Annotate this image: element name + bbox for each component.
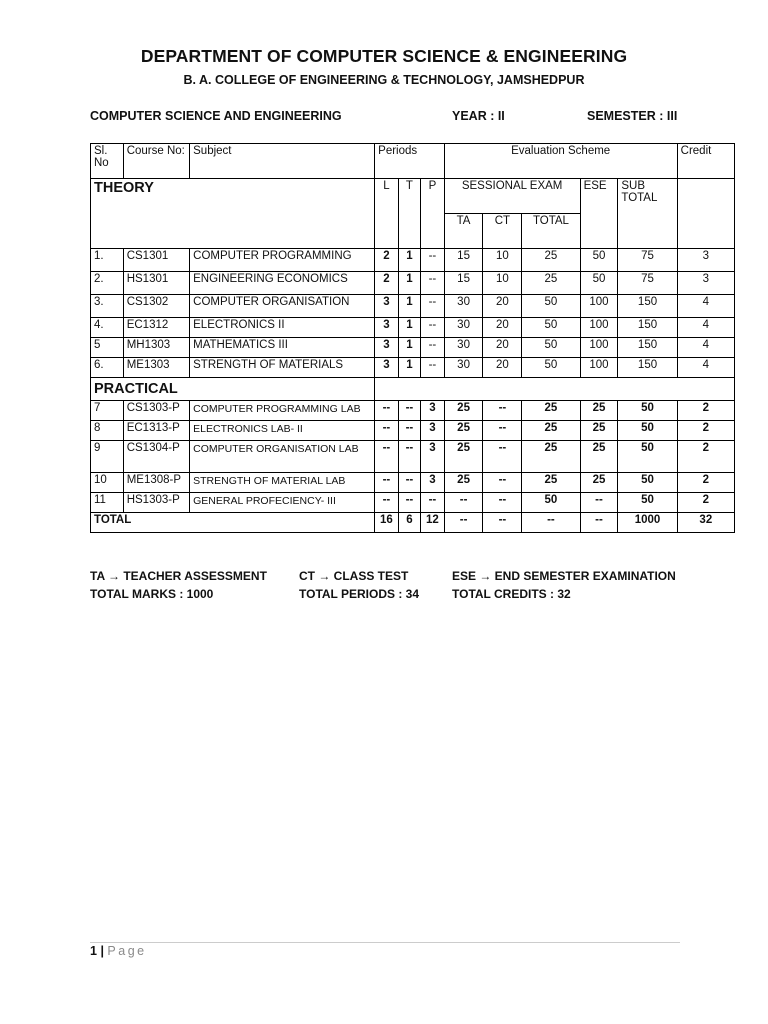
cell-credit: 2 <box>677 473 734 493</box>
cell-ta: 15 <box>444 272 483 295</box>
cell-subject: ELECTRONICS II <box>190 318 375 338</box>
document-title: DEPARTMENT OF COMPUTER SCIENCE & ENGINEERING <box>140 46 628 66</box>
cell-subtotal: 75 <box>618 249 677 272</box>
cell-t: -- <box>398 401 420 421</box>
cell-course: ME1303 <box>123 358 189 378</box>
cell-subject: COMPUTER PROGRAMMING <box>190 249 375 272</box>
cell-subtotal: 150 <box>618 338 677 358</box>
cell-course: EC1313-P <box>123 421 189 441</box>
cell-l: -- <box>375 421 399 441</box>
theory-row <box>91 358 735 378</box>
total-periods: TOTAL PERIODS : 34 <box>299 587 420 601</box>
cell-p: -- <box>421 318 445 338</box>
cell-total: 25 <box>522 473 580 493</box>
cell-credit: 4 <box>677 318 734 338</box>
cell-ct: -- <box>483 421 522 441</box>
cell-ta: 25 <box>444 421 483 441</box>
cell-course: CS1303-P <box>123 401 189 421</box>
cell-ct: -- <box>483 441 522 473</box>
totals-p: 12 <box>421 513 445 533</box>
cell-l: 3 <box>375 295 399 318</box>
practical-row <box>91 421 735 441</box>
cell-p: 3 <box>421 421 445 441</box>
header-credit-blank <box>677 179 734 249</box>
year-label: YEAR : II <box>452 109 505 123</box>
cell-total: 50 <box>522 338 580 358</box>
cell-subtotal: 50 <box>618 401 677 421</box>
cell-ta: 30 <box>444 358 483 378</box>
cell-p: 3 <box>421 441 445 473</box>
cell-sl: 2. <box>91 272 124 295</box>
cell-subject: ELECTRONICS LAB- II <box>190 421 375 441</box>
cell-p: -- <box>421 249 445 272</box>
cell-ese: 25 <box>580 401 618 421</box>
header-t: T <box>398 179 420 249</box>
header-p: P <box>421 179 445 249</box>
theory-row <box>91 295 735 318</box>
totals-ese: -- <box>580 513 618 533</box>
legend-ct: CT → CLASS TEST <box>299 569 409 583</box>
cell-credit: 4 <box>677 358 734 378</box>
theory-row <box>91 338 735 358</box>
cell-ta: 30 <box>444 318 483 338</box>
cell-l: 2 <box>375 249 399 272</box>
cell-ese: 50 <box>580 272 618 295</box>
cell-subject: COMPUTER ORGANISATION LAB <box>190 441 375 473</box>
cell-subject: MATHEMATICS III <box>190 338 375 358</box>
totals-total: -- <box>522 513 580 533</box>
cell-credit: 3 <box>677 249 734 272</box>
cell-p: -- <box>421 493 445 513</box>
cell-t: 1 <box>398 295 420 318</box>
cell-course: MH1303 <box>123 338 189 358</box>
cell-sl: 5 <box>91 338 124 358</box>
page-label: Page <box>107 944 147 958</box>
practical-row <box>91 441 735 473</box>
cell-p: 3 <box>421 401 445 421</box>
cell-total: 50 <box>522 318 580 338</box>
header-course-no: Course No: <box>123 144 189 179</box>
cell-course: CS1301 <box>123 249 189 272</box>
cell-t: -- <box>398 473 420 493</box>
cell-total: 25 <box>522 272 580 295</box>
cell-credit: 4 <box>677 338 734 358</box>
cell-l: -- <box>375 441 399 473</box>
cell-subtotal: 150 <box>618 358 677 378</box>
cell-t: 1 <box>398 338 420 358</box>
cell-total: 50 <box>522 358 580 378</box>
practical-section-row <box>91 378 735 401</box>
cell-p: -- <box>421 358 445 378</box>
cell-ta: -- <box>444 493 483 513</box>
cell-course: EC1312 <box>123 318 189 338</box>
cell-subtotal: 50 <box>618 421 677 441</box>
header-periods: Periods <box>375 144 445 179</box>
cell-total: 25 <box>522 441 580 473</box>
cell-p: -- <box>421 338 445 358</box>
footer-divider <box>90 942 680 943</box>
header-evaluation-scheme: Evaluation Scheme <box>444 144 677 179</box>
totals-ta: -- <box>444 513 483 533</box>
cell-ese: 25 <box>580 421 618 441</box>
cell-credit: 2 <box>677 493 734 513</box>
cell-subtotal: 50 <box>618 493 677 513</box>
cell-p: 3 <box>421 473 445 493</box>
cell-l: 2 <box>375 272 399 295</box>
cell-subtotal: 50 <box>618 441 677 473</box>
legend-ta: TA → TEACHER ASSESSMENT <box>90 569 267 583</box>
cell-ese: 100 <box>580 295 618 318</box>
cell-course: CS1304-P <box>123 441 189 473</box>
cell-subject: COMPUTER PROGRAMMING LAB <box>190 401 375 421</box>
cell-sl: 6. <box>91 358 124 378</box>
totals-subtotal: 1000 <box>618 513 677 533</box>
cell-credit: 4 <box>677 295 734 318</box>
header-sl-no: Sl. No <box>91 144 124 179</box>
page-number: 1 <box>90 944 97 958</box>
cell-subtotal: 150 <box>618 295 677 318</box>
theory-row <box>91 318 735 338</box>
cell-subject: STRENGTH OF MATERIAL LAB <box>190 473 375 493</box>
totals-t: 6 <box>398 513 420 533</box>
totals-credit: 32 <box>677 513 734 533</box>
cell-ct: 10 <box>483 249 522 272</box>
cell-ct: 20 <box>483 338 522 358</box>
cell-p: -- <box>421 295 445 318</box>
cell-ct: 20 <box>483 295 522 318</box>
practical-row <box>91 473 735 493</box>
page-footer <box>90 944 147 958</box>
semester-label: SEMESTER : III <box>587 109 678 123</box>
cell-ta: 30 <box>444 338 483 358</box>
cell-t: 1 <box>398 249 420 272</box>
cell-sl: 4. <box>91 318 124 338</box>
cell-ct: -- <box>483 401 522 421</box>
page-separator: | <box>100 944 104 958</box>
cell-total: 25 <box>522 421 580 441</box>
cell-ese: 100 <box>580 318 618 338</box>
cell-sl: 7 <box>91 401 124 421</box>
cell-p: -- <box>421 272 445 295</box>
cell-ta: 25 <box>444 401 483 421</box>
cell-sl: 3. <box>91 295 124 318</box>
total-credits: TOTAL CREDITS : 32 <box>452 587 571 601</box>
cell-sl: 9 <box>91 441 124 473</box>
cell-ese: 100 <box>580 358 618 378</box>
cell-t: -- <box>398 493 420 513</box>
cell-sl: 8 <box>91 421 124 441</box>
cell-l: 3 <box>375 318 399 338</box>
cell-t: 1 <box>398 272 420 295</box>
cell-subtotal: 75 <box>618 272 677 295</box>
cell-total: 50 <box>522 295 580 318</box>
branch-label: COMPUTER SCIENCE AND ENGINEERING <box>90 109 342 123</box>
cell-total: 25 <box>522 401 580 421</box>
cell-ct: -- <box>483 473 522 493</box>
cell-course: CS1302 <box>123 295 189 318</box>
cell-subject: STRENGTH OF MATERIALS <box>190 358 375 378</box>
cell-total: 50 <box>522 493 580 513</box>
practical-row <box>91 401 735 421</box>
header-ct: CT <box>483 214 522 249</box>
cell-ta: 30 <box>444 295 483 318</box>
cell-l: 3 <box>375 338 399 358</box>
legend-ese: ESE → END SEMESTER EXAMINATION <box>452 569 676 583</box>
theory-section-label: THEORY <box>91 179 375 249</box>
cell-ct: -- <box>483 493 522 513</box>
cell-t: -- <box>398 421 420 441</box>
cell-t: -- <box>398 441 420 473</box>
header-total: TOTAL <box>522 214 580 249</box>
cell-l: -- <box>375 473 399 493</box>
practical-section-label: PRACTICAL <box>91 378 375 401</box>
theory-row <box>91 272 735 295</box>
totals-l: 16 <box>375 513 399 533</box>
cell-ta: 25 <box>444 441 483 473</box>
cell-credit: 2 <box>677 401 734 421</box>
cell-sl: 10 <box>91 473 124 493</box>
totals-row <box>91 513 735 533</box>
header-sessional-exam: SESSIONAL EXAM <box>444 179 580 214</box>
cell-credit: 2 <box>677 421 734 441</box>
header-credit: Credit <box>677 144 734 179</box>
cell-t: 1 <box>398 358 420 378</box>
cell-t: 1 <box>398 318 420 338</box>
header-ta: TA <box>444 214 483 249</box>
cell-ta: 25 <box>444 473 483 493</box>
cell-subtotal: 150 <box>618 318 677 338</box>
theory-row <box>91 249 735 272</box>
totals-ct: -- <box>483 513 522 533</box>
cell-subject: COMPUTER ORGANISATION <box>190 295 375 318</box>
cell-subject: ENGINEERING ECONOMICS <box>190 272 375 295</box>
cell-course: ME1308-P <box>123 473 189 493</box>
header-subject: Subject <box>190 144 375 179</box>
cell-ta: 15 <box>444 249 483 272</box>
cell-l: -- <box>375 401 399 421</box>
cell-ct: 20 <box>483 318 522 338</box>
college-name: B. A. COLLEGE OF ENGINEERING & TECHNOLOGY, JAMSHEDPUR <box>183 73 585 87</box>
cell-sl: 11 <box>91 493 124 513</box>
cell-ese: -- <box>580 493 618 513</box>
cell-credit: 2 <box>677 441 734 473</box>
cell-ese: 100 <box>580 338 618 358</box>
header-sub-total: SUB TOTAL <box>618 179 677 249</box>
cell-credit: 3 <box>677 272 734 295</box>
practical-row <box>91 493 735 513</box>
cell-ct: 20 <box>483 358 522 378</box>
totals-label: TOTAL <box>91 513 375 533</box>
cell-l: 3 <box>375 358 399 378</box>
cell-l: -- <box>375 493 399 513</box>
course-schedule-table <box>90 143 735 533</box>
total-marks: TOTAL MARKS : 1000 <box>90 587 214 601</box>
cell-sl: 1. <box>91 249 124 272</box>
cell-course: HS1303-P <box>123 493 189 513</box>
cell-ct: 10 <box>483 272 522 295</box>
header-ese: ESE <box>580 179 618 249</box>
cell-subtotal: 50 <box>618 473 677 493</box>
cell-course: HS1301 <box>123 272 189 295</box>
cell-subject: GENERAL PROFECIENCY- III <box>190 493 375 513</box>
cell-ese: 50 <box>580 249 618 272</box>
cell-ese: 25 <box>580 441 618 473</box>
practical-blank-cell <box>375 378 735 401</box>
cell-ese: 25 <box>580 473 618 493</box>
header-l: L <box>375 179 399 249</box>
cell-total: 25 <box>522 249 580 272</box>
